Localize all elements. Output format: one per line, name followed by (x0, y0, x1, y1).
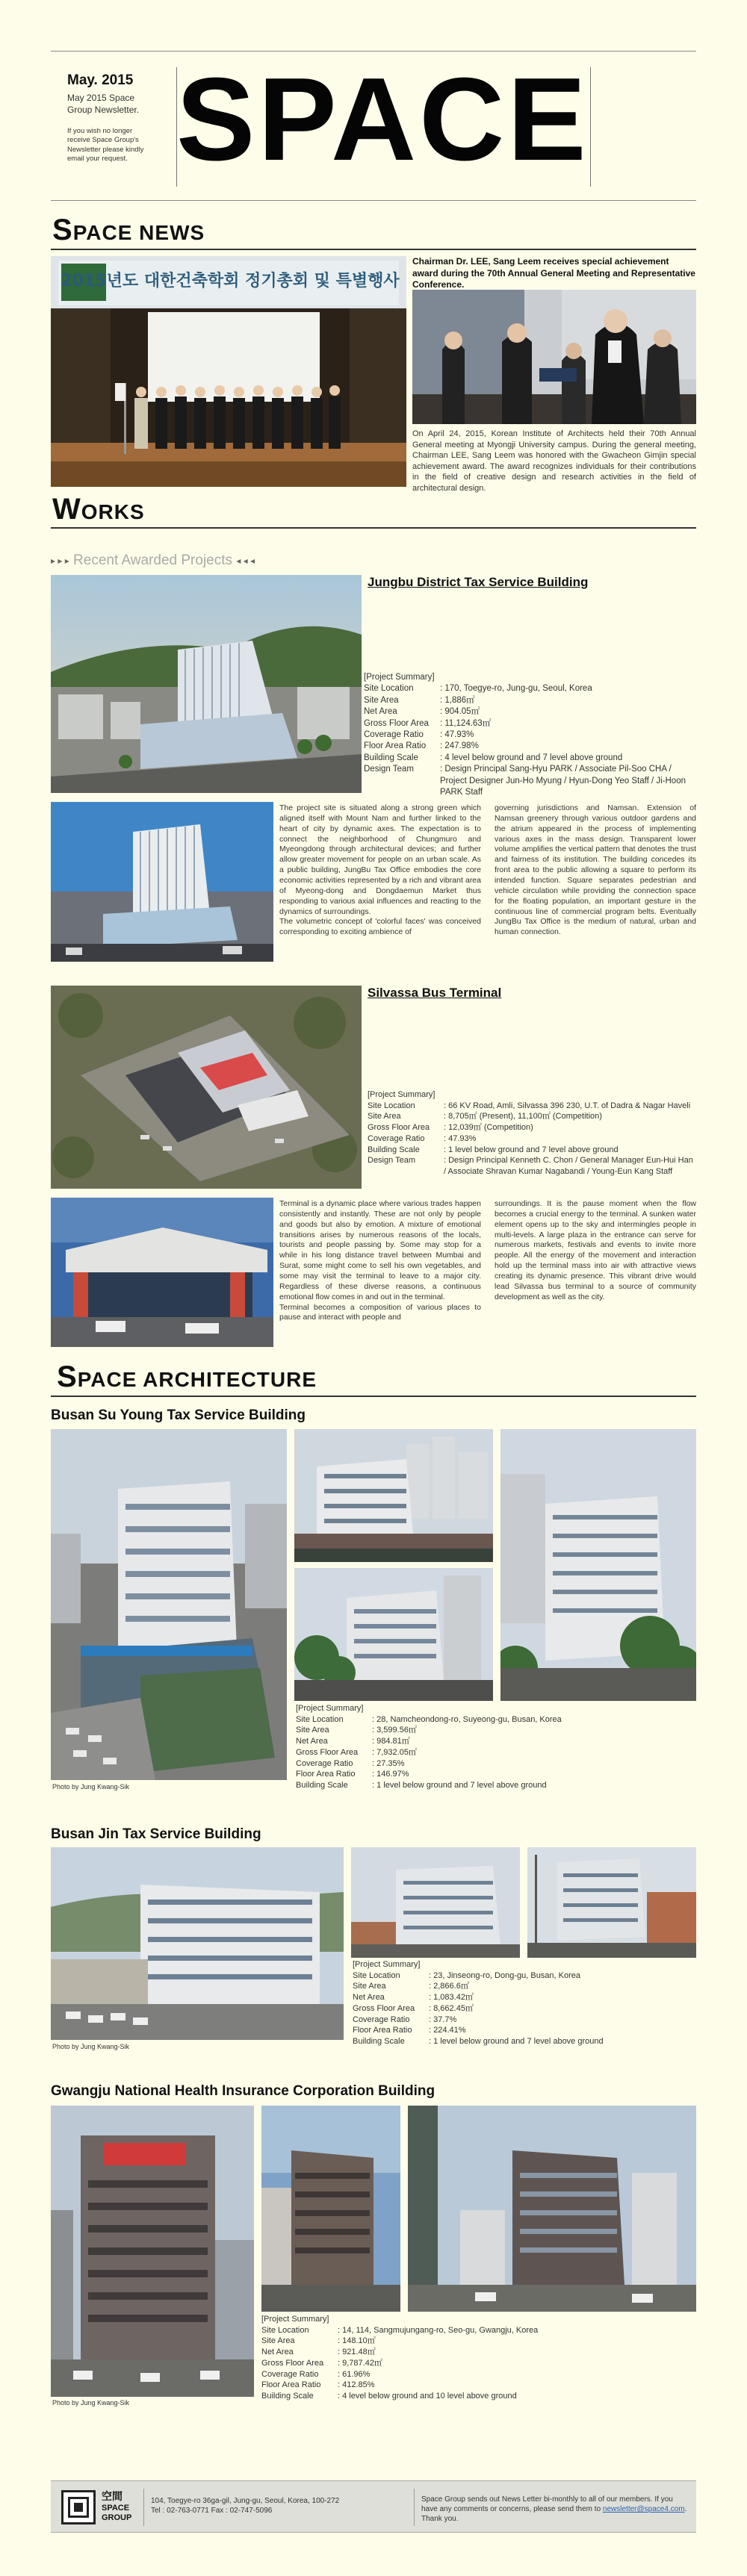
summary-row (261, 2369, 696, 2380)
busan-suyoung-main-photo (51, 1429, 287, 1780)
summary-value: : 224.41% (429, 2026, 466, 2035)
gwangju-nhic-photo-3 (408, 2106, 696, 2312)
summary-row (368, 1145, 696, 1156)
summary-value: : 1 level below ground and 7 level above ground (429, 2037, 604, 2047)
summary-value: : Design Principal Sang-Hyu PARK / Associate Pil-Soo CHA / Project Designer Jun-Ho Myung / Hyun-Dong Yeo Staff / Ji-Hoon PARK Staff (440, 765, 686, 797)
summary-value: : 47.93% (444, 1133, 477, 1143)
summary-key: Coverage Ratio (353, 2015, 410, 2024)
summary-row (364, 729, 696, 741)
summary-row (368, 1122, 696, 1133)
summary-row (364, 718, 696, 729)
summary-value: : 2,866.6㎡ (429, 1982, 469, 1991)
summary-key: Floor Area Ratio (364, 741, 427, 751)
summary-value: : 984.81㎡ (372, 1737, 410, 1746)
summary-row (296, 1725, 696, 1736)
summary-value: : 61.96% (338, 2369, 371, 2379)
summary-row (353, 2036, 696, 2047)
busan-suyoung-title: Busan Su Young Tax Service Building (51, 1407, 306, 1423)
summary-value: : 12,039㎡ (Competition) (444, 1123, 533, 1133)
summary-key: Net Area (261, 2348, 294, 2357)
silvassa-aerial-render (51, 986, 362, 1189)
gwangju-nhic-photo-credit: Photo by Jung Kwang-Sik (52, 2399, 130, 2407)
recent-awarded-label (51, 553, 255, 569)
summary-row (296, 1747, 696, 1758)
summary-key: Building Scale (296, 1781, 348, 1791)
summary-row (368, 1155, 696, 1177)
summary-value: : 8,705㎡ (Present), 11,100㎡ (Competition) (444, 1112, 602, 1121)
news-body: On April 24, 2015, Korean Institute of Architects held their 70th Annual General meeting at Myongji University campus. During the general meeting, Chairman LEE, Sang Leem was honored with the Gwacheon Gimjin special achievement award. The award recognizes individuals for their contributions in the field of creative design and research activities in the field of architectural design. (412, 429, 696, 493)
footer-divider (143, 2489, 144, 2526)
summary-key: Site Location (296, 1714, 344, 1724)
jungbu-aerial-render (51, 575, 362, 793)
summary-key: Site Area (353, 1982, 386, 1991)
busan-suyoung-photo-4 (500, 1429, 696, 1701)
summary-value: : 3,599.56㎡ (372, 1726, 417, 1735)
summary-key: Site Location (368, 1101, 415, 1110)
summary-row (364, 706, 696, 718)
recent-awarded-text: Recent Awarded Projects (73, 553, 233, 568)
summary-key: Coverage Ratio (296, 1758, 353, 1768)
works-heading-rest: ORKS (81, 500, 145, 523)
summary-value: : 148.10㎡ (338, 2336, 376, 2346)
summary-label: [Project Summary] (364, 673, 435, 682)
summary-value: : 146.97% (372, 1770, 409, 1779)
footer-note-prefix: Space Group sends out News Letter bi-monthly to all of our members. If you have any comments or concerns, please send them to (421, 2495, 673, 2514)
gwangju-nhic-title: Gwangju National Health Insurance Corporation Building (51, 2083, 436, 2099)
gwangju-nhic-summary (261, 2314, 696, 2402)
summary-value: : 1,886㎡ (440, 695, 475, 705)
works-rule (51, 527, 696, 529)
summary-key: Gross Floor Area (296, 1747, 359, 1757)
busan-jin-main-photo (51, 1847, 344, 2040)
summary-value: : 7,932.05㎡ (372, 1747, 417, 1757)
news-headline: Chairman Dr. LEE, Sang Leem receives special achievement award during the 70th Annual General Meeting and Representative Conference. (412, 256, 695, 290)
jungbu-street-render (51, 802, 273, 962)
summary-value: : 23, Jinseong-ro, Dong-gu, Busan, Korea (429, 1970, 581, 1980)
summary-value: : 904.05㎡ (440, 707, 480, 717)
summary-row (353, 2015, 696, 2026)
summary-key: Floor Area Ratio (353, 2026, 412, 2035)
jungbu-project-title: Jungbu District Tax Service Building (368, 575, 589, 589)
summary-value: : 11,124.63㎡ (440, 718, 492, 728)
summary-key: Floor Area Ratio (261, 2380, 321, 2390)
arrows-left-icon: ▸ ▸ ▸ (51, 555, 69, 566)
summary-value: : 921.48㎡ (338, 2348, 376, 2357)
summary-label: [Project Summary] (296, 1704, 364, 1713)
news-award-photo (412, 290, 696, 424)
silvassa-desc-right: surroundings. It is the pause moment when the flow becomes a crucial energy to the terminal. A sunken water element opens up to the sky and intermingles people in multi-levels. A large plaza in the entrance can serve for numerous markets, festivals and events to invite more people. All the energy of the movement and interaction hold up the terminal mass into air with attractive views creating its dynamic presence. This vibrant drive would lead Silvassa bus terminal to a source of community development as well as the city. (495, 1199, 696, 1301)
top-rule (51, 51, 696, 52)
summary-key: Site Location (353, 1970, 400, 1980)
footer-address: 104, Toegye-ro 36ga-gil, Jung-gu, Seoul, Korea, 100-272 (151, 2497, 340, 2505)
space-group-logo (61, 2490, 96, 2524)
footer-email-link[interactable]: newsletter@space4.com (602, 2505, 685, 2514)
silvassa-project-summary (368, 1089, 696, 1177)
summary-key: Building Scale (261, 2392, 314, 2401)
jungbu-project-summary (364, 672, 696, 798)
busan-jin-photo-2 (351, 1847, 520, 1958)
summary-row (353, 1981, 696, 1992)
space-architecture-rule (51, 1396, 696, 1397)
summary-row (353, 1992, 696, 2003)
summary-key: Site Area (261, 2336, 295, 2346)
summary-row (261, 2347, 696, 2358)
busan-jin-title: Busan Jin Tax Service Building (51, 1826, 261, 1842)
summary-row (296, 1780, 696, 1791)
masthead-rule (51, 200, 696, 201)
summary-value: : 66 KV Road, Amli, Silvassa 396 230, U.T. of Dadra & Nagar Haveli (444, 1101, 691, 1110)
space-news-heading-cap: S (52, 214, 73, 246)
arrows-right-icon: ◂ ◂ ◂ (236, 555, 255, 566)
summary-key: Building Scale (368, 1145, 420, 1154)
summary-key: Site Area (364, 695, 399, 705)
summary-row (353, 2025, 696, 2036)
footer-divider-2 (414, 2489, 415, 2526)
summary-value: : 170, Toegye-ro, Jung-gu, Seoul, Korea (440, 684, 592, 694)
busan-jin-photo-3 (527, 1847, 696, 1958)
gwangju-nhic-main-photo (51, 2106, 254, 2397)
summary-label: [Project Summary] (353, 1960, 421, 1969)
summary-row (364, 741, 696, 752)
summary-value: : Design Principal Kenneth C. Chon / General Manager Eun-Hui Han / Associate Shravan Kumar Nagabandi / Young-Eun Kang Staff (444, 1156, 693, 1177)
summary-row (353, 1970, 696, 1982)
summary-value: : 4 level below ground and 10 level above ground (338, 2392, 517, 2401)
busan-suyoung-photo-3 (294, 1568, 493, 1701)
footer-note (421, 2495, 690, 2524)
summary-row (364, 683, 696, 694)
summary-key: Gross Floor Area (368, 1123, 430, 1133)
summary-key: Coverage Ratio (364, 730, 424, 740)
silvassa-desc-left: Terminal is a dynamic place where various trades happen consistently and instantly. These are not only by people and goods but also by emotion. A mixture of emotional transitions arises by numerous reasons of the locals, tourists and people passing by. Some may stop for a while in his long distance travel between Mumbai and Surat, some might come to sell his own vegetables, and some may visit the terminal to leave to a major city. Regardless of these diverse reasons, a continuous emotional flow comes in and out in the terminal. Terminal becomes a composition of various places to pause and interact with people and (279, 1199, 481, 1322)
summary-key: Net Area (364, 707, 397, 717)
logo-text (102, 2504, 131, 2522)
busan-jin-summary (353, 1959, 696, 2047)
footer-phone: Tel : 02-763-0771 Fax : 02-747-5096 (151, 2507, 273, 2516)
summary-key: Gross Floor Area (364, 718, 429, 728)
summary-key: Site Location (261, 2325, 309, 2335)
news-ceremony-photo (51, 256, 406, 487)
summary-key: Net Area (296, 1737, 328, 1746)
summary-row (261, 2391, 696, 2402)
issue-date: May. 2015 (67, 72, 134, 88)
summary-row (296, 1714, 696, 1726)
issue-subtitle-line1: May 2015 Space (67, 93, 135, 103)
jungbu-desc-left: The project site is situated along a strong green which aligned itself with Mount Nam and further linked to the heart of city by dynamic axes. The expectation is to connect the neighborhood of Chungmuro and Myeongdong through architectural devices; and further allow greater movement for people on an urban scale. As a public building, JungBu Tax Office embodies the core economic activities represented by a rich and vibrant area of Myeong-dong and Dongdaemun Market thus responding to various axial influences and reacting to the dynamics of surroundings. The volumetric concept of 'colorful faces' was conceived corresponding to exciting ambience of (279, 803, 481, 937)
silvassa-project-title: Silvassa Bus Terminal (368, 986, 502, 1000)
space-news-heading (52, 214, 205, 247)
footer (51, 2480, 696, 2533)
space-architecture-heading (57, 1360, 317, 1394)
summary-value: : 1,083.42㎡ (429, 1993, 474, 2003)
works-heading-cap: W (52, 493, 81, 526)
summary-row (296, 1736, 696, 1747)
summary-key: Building Scale (353, 2037, 405, 2047)
unsubscribe-note: If you wish no longer receive Space Group's Newsletter please kindly email your request. (67, 127, 144, 164)
summary-label: [Project Summary] (368, 1090, 436, 1099)
busan-jin-photo-credit: Photo by Jung Kwang-Sik (52, 2043, 130, 2050)
summary-key: Net Area (353, 1993, 385, 2003)
space-news-heading-rest: PACE NEWS (72, 221, 205, 244)
summary-key: Building Scale (364, 753, 418, 762)
summary-key: Coverage Ratio (261, 2369, 319, 2379)
summary-value: : 27.35% (372, 1758, 405, 1768)
space-news-rule (51, 249, 696, 250)
summary-value: : 4 level below ground and 7 level above ground (440, 753, 623, 762)
summary-value: : 14, 114, Sangmujungang-ro, Seo-gu, Gwangju, Korea (338, 2325, 539, 2335)
summary-value: : 37.7% (429, 2015, 457, 2024)
footer-note-suffix: . Thank you. (421, 2505, 687, 2524)
summary-row (353, 2003, 696, 2015)
summary-key: Design Team (368, 1156, 415, 1166)
logo-text-line2: GROUP (102, 2513, 132, 2522)
summary-row (368, 1133, 696, 1145)
summary-row (364, 753, 696, 764)
summary-key: Design Team (364, 765, 414, 774)
masthead-divider-right (590, 67, 591, 187)
footer-contact (151, 2496, 339, 2516)
space-architecture-heading-cap: S (57, 1360, 78, 1393)
masthead-title: SPACE (176, 54, 589, 185)
summary-row (261, 2380, 696, 2391)
summary-key: Floor Area Ratio (296, 1770, 356, 1779)
gwangju-nhic-photo-2 (261, 2106, 400, 2312)
summary-row (261, 2358, 696, 2369)
summary-row (368, 1101, 696, 1112)
summary-value: : 1 level below ground and 7 level above ground (444, 1145, 619, 1154)
logo-korean-text: 空間 (102, 2490, 123, 2502)
space-architecture-heading-rest: PACE ARCHITECTURE (77, 1368, 317, 1391)
summary-key: Site Area (368, 1112, 401, 1121)
summary-value: : 9,787.42㎡ (338, 2358, 382, 2368)
news-banner-text: 2015년도 대한건축학회 정기총회 및 특별행사 (61, 272, 400, 290)
issue-subtitle-line2: Group Newsletter. (67, 104, 140, 115)
summary-value: : 8,662.45㎡ (429, 2003, 474, 2013)
summary-row (261, 2336, 696, 2347)
summary-value: : 247.98% (440, 741, 479, 751)
summary-value: : 28, Namcheondong-ro, Suyeong-gu, Busan, Korea (372, 1714, 562, 1724)
issue-subtitle (67, 93, 139, 116)
summary-key: Site Area (296, 1726, 329, 1735)
logo-text-line1: SPACE (102, 2504, 130, 2513)
summary-key: Gross Floor Area (353, 2003, 415, 2013)
summary-key: Coverage Ratio (368, 1133, 425, 1143)
summary-label: [Project Summary] (261, 2315, 329, 2324)
summary-value: : 412.85% (338, 2380, 375, 2390)
silvassa-street-render (51, 1198, 273, 1347)
busan-suyoung-photo-2 (294, 1429, 493, 1562)
summary-row (261, 2325, 696, 2336)
summary-value: : 47.93% (440, 730, 474, 740)
busan-suyoung-photo-credit: Photo by Jung Kwang-Sik (52, 1783, 130, 1791)
jungbu-desc-right: governing jurisdictions and Namsan. Extension of Namsan greenery through various outdoor gardens and the atrium appeared in the process of implementing various axes in the mass design. Transparent lower volume amplifies the vertical pattern that denotes the trust and fairness of its institution. The building concedes its front area to the public allowing a square to perform its intended function. Square separates pedestrian and vehicle circulation while providing the connection space for the floating population, an important gesture in the continuous line of commercial program belts. Eventually JungBu Tax Office is the medium of natural, urban and human connection. (495, 803, 696, 937)
summary-row (364, 695, 696, 706)
summary-row (364, 764, 696, 798)
summary-row (296, 1769, 696, 1780)
summary-value: : 1 level below ground and 7 level above ground (372, 1781, 547, 1791)
summary-key: Gross Floor Area (261, 2358, 324, 2368)
summary-key: Site Location (364, 684, 414, 694)
summary-row (296, 1758, 696, 1770)
logo-mark-core (74, 2503, 83, 2512)
works-heading (52, 493, 145, 526)
summary-row (368, 1111, 696, 1122)
busan-suyoung-summary (296, 1703, 696, 1791)
